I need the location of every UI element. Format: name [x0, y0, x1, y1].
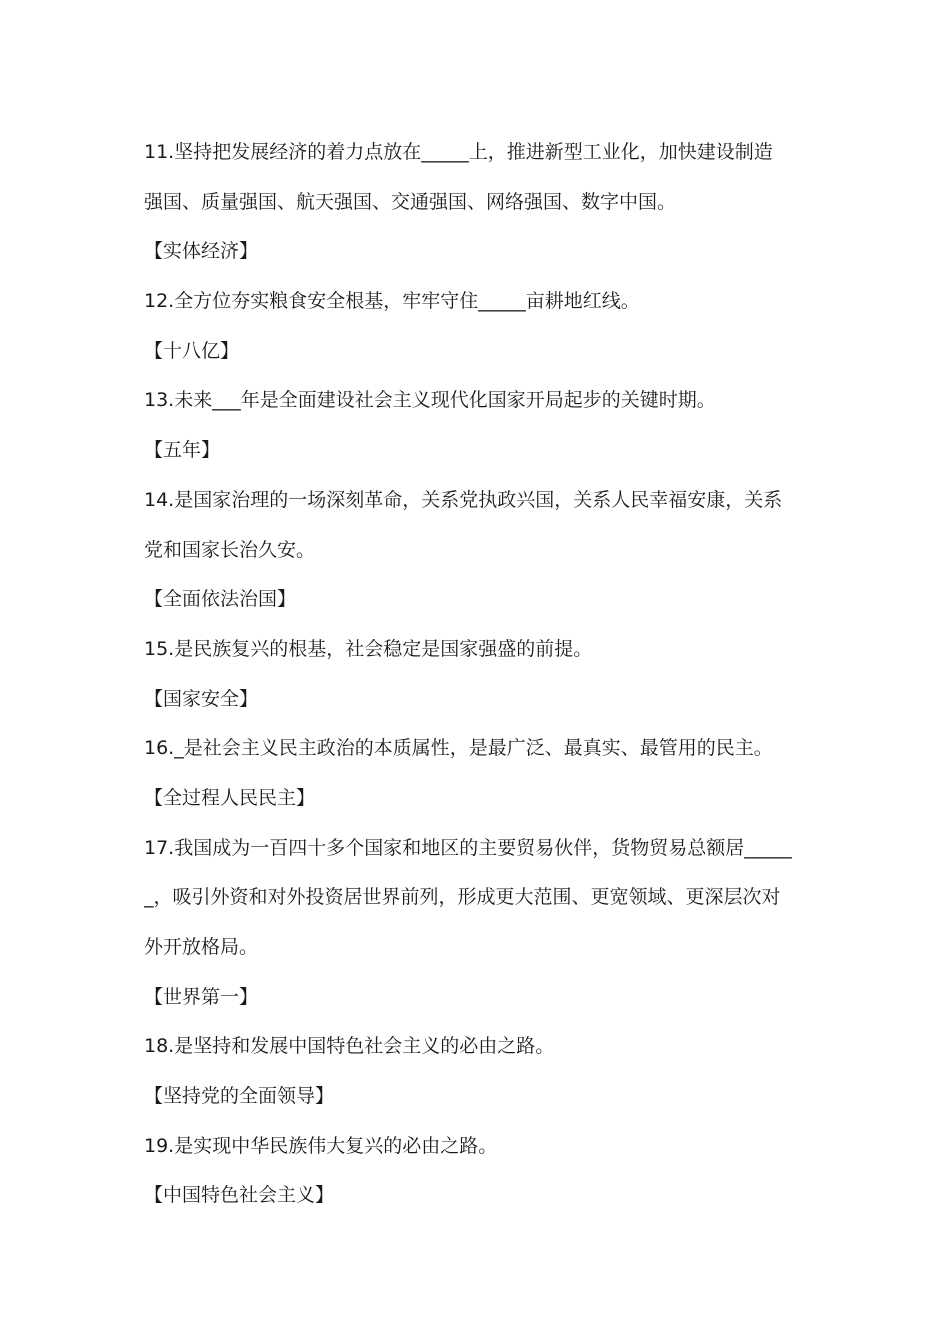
- question-17-line-2: _，吸引外资和对外投资居世界前列，形成更大范围、更宽领域、更深层次对: [144, 886, 781, 909]
- question-14-line-2: 党和国家长治久安。: [144, 538, 316, 561]
- answer-17: 【世界第一】: [144, 985, 259, 1008]
- answer-14: 【全面依法治国】: [144, 588, 297, 611]
- question-17-line-3: 外开放格局。: [144, 936, 259, 958]
- question-17-line-1: 17.我国成为一百四十多个国家和地区的主要贸易伙伴，货物贸易总额居_____: [144, 836, 792, 859]
- question-18: 18.是坚持和发展中国特色社会主义的必由之路。: [144, 1035, 555, 1058]
- answer-11: 【实体经济】: [144, 240, 259, 263]
- question-13: 13.未来___年是全面建设社会主义现代化国家开局起步的关键时期。: [144, 389, 716, 412]
- answer-18: 【坚持党的全面领导】: [144, 1085, 335, 1108]
- question-15: 15.是民族复兴的根基，社会稳定是国家强盛的前提。: [144, 637, 593, 660]
- question-11-line-1: 11.坚持把发展经济的着力点放在_____上，推进新型工业化，加快建设制造: [144, 141, 773, 163]
- answer-19: 【中国特色社会主义】: [144, 1184, 335, 1207]
- question-19: 19.是实现中华民族伟大复兴的必由之路。: [144, 1134, 498, 1157]
- question-11-line-2: 强国、质量强国、航天强国、交通强国、网络强国、数字中国。: [144, 190, 677, 213]
- question-12: 12.全方位夯实粮食安全根基，牢牢守住_____亩耕地红线。: [144, 290, 640, 313]
- answer-12: 【十八亿】: [144, 339, 240, 362]
- answer-15: 【国家安全】: [144, 687, 259, 710]
- answer-16: 【全过程人民民主】: [144, 786, 316, 809]
- question-16: 16._是社会主义民主政治的本质属性，是最广泛、最真实、最管用的民主。: [144, 737, 773, 760]
- document-body: [144, 128, 814, 1221]
- answer-13: 【五年】: [144, 439, 221, 462]
- question-14-line-1: 14.是国家治理的一场深刻革命，关系党执政兴国，关系人民幸福安康，关系: [144, 488, 783, 511]
